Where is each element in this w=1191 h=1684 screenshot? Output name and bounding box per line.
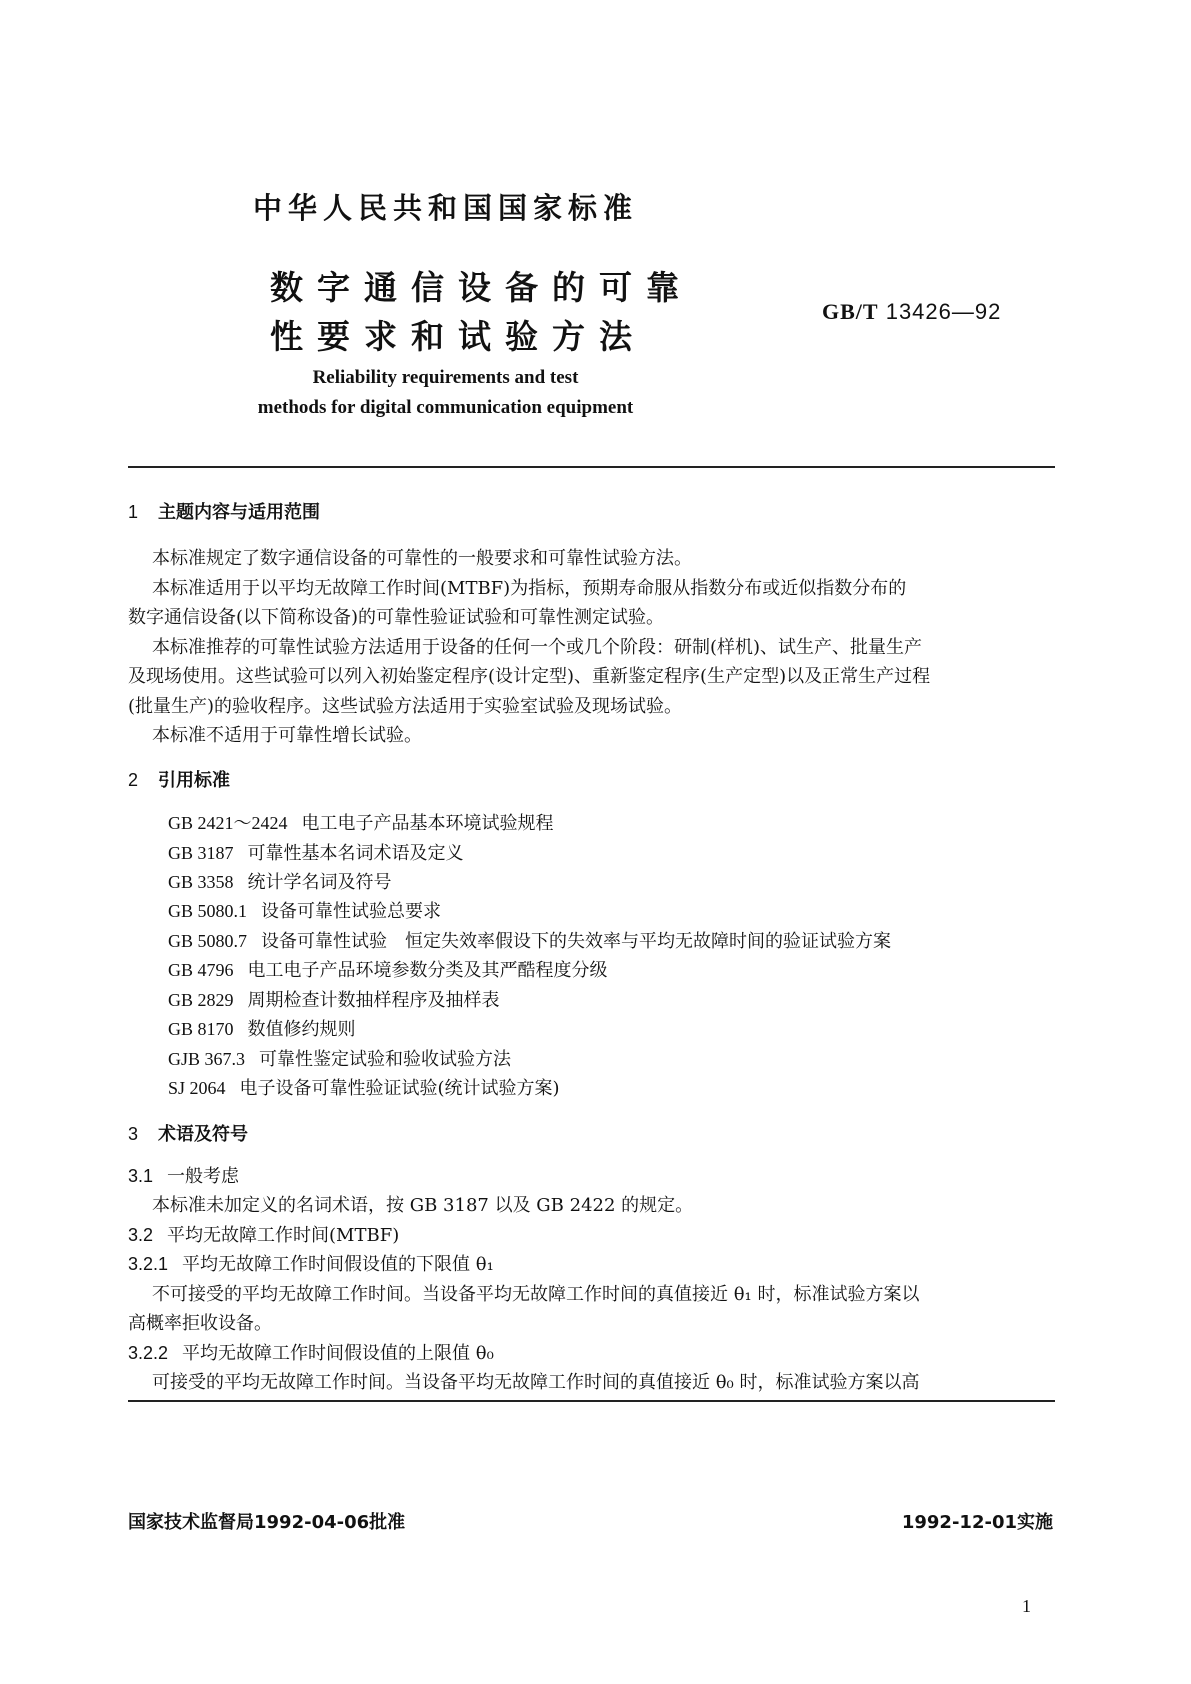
- reference-item: [168, 927, 891, 953]
- header-divider: [128, 466, 1055, 468]
- section-1-title: 主题内容与适用范围: [158, 502, 320, 523]
- reference-title: 设备可靠性试验总要求: [261, 901, 442, 922]
- subsection-number: 3.2.2: [128, 1343, 169, 1363]
- footer-divider: [128, 1400, 1055, 1402]
- subsection-3-1-text: 本标准未加定义的名词术语，按 GB 3187 以及 GB 2422 的规定。: [152, 1195, 694, 1216]
- reference-code: GB 2421～2424: [168, 813, 288, 833]
- reference-code: GB 5080.1: [168, 901, 248, 921]
- reference-title: 设备可靠性试验 恒定失效率假设下的失效率与平均无故障时间的验证试验方案: [261, 931, 892, 952]
- section-1-para3-line1: 本标准推荐的可靠性试验方法适用于设备的任何一个或几个阶段：研制(样机)、试生产、批量生产: [152, 637, 923, 658]
- standard-code-number: 13426—92: [885, 299, 1002, 324]
- reference-title: 周期检查计数抽样程序及抽样表: [247, 990, 500, 1011]
- reference-item: [168, 897, 441, 923]
- reference-code: GB 8170: [168, 1019, 234, 1039]
- section-1-heading: [128, 498, 320, 524]
- subsection-3-2-2: [128, 1339, 494, 1365]
- section-1-number: 1: [128, 502, 139, 522]
- document-title-line1: 数字通信设备的可靠: [270, 268, 693, 307]
- section-1-para4: 本标准不适用于可靠性增长试验。: [152, 725, 422, 746]
- reference-title: 电工电子产品环境参数分类及其严酷程度分级: [247, 960, 608, 981]
- document-title-line2: 性要求和试验方法: [270, 317, 646, 356]
- section-1-para3-line3: (批量生产)的验收程序。这些试验方法适用于实验室试验及现场试验。: [128, 696, 683, 717]
- reference-code: GB 2829: [168, 990, 234, 1010]
- section-3-number: 3: [128, 1124, 139, 1144]
- standard-code: [822, 299, 1001, 325]
- subsection-number: 3.2: [128, 1225, 154, 1245]
- subsection-title: 一般考虑: [167, 1166, 240, 1187]
- reference-code: GB 5080.7: [168, 931, 248, 951]
- subsection-3-2-1: [128, 1250, 494, 1276]
- reference-title: 数值修约规则: [247, 1019, 356, 1040]
- reference-item: [168, 1074, 560, 1100]
- approval-line: 国家技术监督局1992-04-06批准: [128, 1512, 406, 1533]
- reference-title: 统计学名词及符号: [247, 872, 392, 893]
- reference-item: [168, 1015, 356, 1041]
- reference-code: GB 4796: [168, 960, 234, 980]
- reference-title: 电子设备可靠性验证试验(统计试验方案): [239, 1078, 560, 1099]
- subsection-3-1: [128, 1162, 239, 1188]
- subsection-number: 3.2.1: [128, 1254, 169, 1274]
- standard-type-heading: 中华人民共和国国家标准: [252, 191, 638, 225]
- section-2-heading: [128, 766, 230, 792]
- reference-item: [168, 956, 608, 982]
- page-number: 1: [1022, 1596, 1031, 1616]
- reference-title: 电工电子产品基本环境试验规程: [301, 813, 554, 834]
- reference-item: [168, 986, 500, 1012]
- implementation-date: 1992-12-01实施: [901, 1512, 1053, 1533]
- reference-code: GB 3358: [168, 872, 234, 892]
- section-2-title: 引用标准: [158, 770, 230, 791]
- section-1-para1: 本标准规定了数字通信设备的可靠性的一般要求和可靠性试验方法。: [152, 548, 692, 569]
- subsection-3-2-1-line1: 不可接受的平均无故障工作时间。当设备平均无故障工作时间的真值接近 θ₁ 时，标准试验方案以: [152, 1284, 920, 1305]
- english-title-line2: methods for digital communication equipment: [257, 397, 634, 418]
- section-1-para3-line2: 及现场使用。这些试验可以列入初始鉴定程序(设计定型)、重新鉴定程序(生产定型)以及正常生产过程: [128, 666, 931, 687]
- reference-item: [168, 809, 554, 835]
- section-1-para2-line2: 数字通信设备(以下简称设备)的可靠性验证试验和可靠性测定试验。: [128, 607, 665, 628]
- subsection-title: 平均无故障工作时间(MTBF): [167, 1225, 400, 1246]
- section-2-number: 2: [128, 770, 139, 790]
- english-title-line1: Reliability requirements and test: [312, 367, 579, 388]
- section-3-title: 术语及符号: [158, 1124, 248, 1145]
- standard-code-prefix: GB/T: [822, 299, 879, 324]
- subsection-title: 平均无故障工作时间假设值的下限值 θ₁: [182, 1254, 494, 1275]
- reference-code: SJ 2064: [168, 1078, 226, 1098]
- reference-item: [168, 868, 392, 894]
- subsection-title: 平均无故障工作时间假设值的上限值 θ₀: [182, 1343, 494, 1364]
- reference-item: [168, 1045, 511, 1071]
- reference-code: GJB 367.3: [168, 1049, 246, 1069]
- section-3-heading: [128, 1120, 248, 1146]
- subsection-3-2: [128, 1221, 399, 1247]
- reference-title: 可靠性基本名词术语及定义: [247, 843, 464, 864]
- subsection-3-2-1-line2: 高概率拒收设备。: [128, 1313, 272, 1334]
- reference-title: 可靠性鉴定试验和验收试验方法: [259, 1049, 512, 1070]
- subsection-3-2-2-line1: 可接受的平均无故障工作时间。当设备平均无故障工作时间的真值接近 θ₀ 时，标准试验方案以高: [152, 1372, 920, 1393]
- section-1-para2-line1: 本标准适用于以平均无故障工作时间(MTBF)为指标，预期寿命服从指数分布或近似指数分布的: [152, 578, 907, 599]
- subsection-number: 3.1: [128, 1166, 154, 1186]
- reference-item: [168, 839, 464, 865]
- reference-code: GB 3187: [168, 843, 234, 863]
